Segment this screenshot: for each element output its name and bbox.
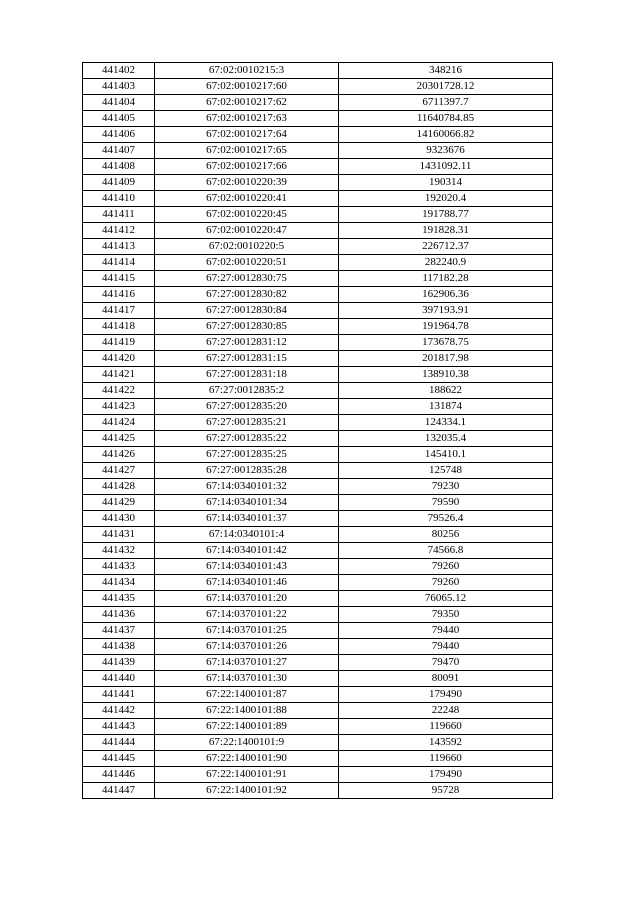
table-row — [83, 655, 553, 671]
cadastral-number-cell: 67:02:0010220:41 — [155, 191, 339, 207]
value-cell: 80256 — [339, 527, 553, 543]
value-cell: 20301728.12 — [339, 79, 553, 95]
row-number-cell: 441427 — [83, 463, 155, 479]
value-cell: 79440 — [339, 623, 553, 639]
cadastral-number-cell: 67:14:0370101:26 — [155, 639, 339, 655]
cadastral-number-cell: 67:27:0012830:82 — [155, 287, 339, 303]
cadastral-number-cell: 67:02:0010217:65 — [155, 143, 339, 159]
value-cell: 79440 — [339, 639, 553, 655]
row-number-cell: 441435 — [83, 591, 155, 607]
row-number-cell: 441430 — [83, 511, 155, 527]
table-row — [83, 335, 553, 351]
row-number-cell: 441424 — [83, 415, 155, 431]
value-cell: 14160066.82 — [339, 127, 553, 143]
cadastral-number-cell: 67:02:0010220:39 — [155, 175, 339, 191]
value-cell: 124334.1 — [339, 415, 553, 431]
table-row — [83, 783, 553, 799]
value-cell: 9323676 — [339, 143, 553, 159]
cadastral-number-cell: 67:22:1400101:87 — [155, 687, 339, 703]
row-number-cell: 441408 — [83, 159, 155, 175]
cadastral-number-cell: 67:14:0340101:43 — [155, 559, 339, 575]
row-number-cell: 441446 — [83, 767, 155, 783]
row-number-cell: 441406 — [83, 127, 155, 143]
table-row — [83, 607, 553, 623]
row-number-cell: 441433 — [83, 559, 155, 575]
row-number-cell: 441425 — [83, 431, 155, 447]
table-row — [83, 127, 553, 143]
records-table — [82, 62, 553, 799]
value-cell: 191788.77 — [339, 207, 553, 223]
value-cell: 11640784.85 — [339, 111, 553, 127]
row-number-cell: 441405 — [83, 111, 155, 127]
row-number-cell: 441445 — [83, 751, 155, 767]
value-cell: 22248 — [339, 703, 553, 719]
cadastral-number-cell: 67:27:0012831:15 — [155, 351, 339, 367]
value-cell: 6711397.7 — [339, 95, 553, 111]
row-number-cell: 441414 — [83, 255, 155, 271]
cadastral-number-cell: 67:27:0012835:25 — [155, 447, 339, 463]
value-cell: 79260 — [339, 559, 553, 575]
row-number-cell: 441429 — [83, 495, 155, 511]
value-cell: 117182.28 — [339, 271, 553, 287]
cadastral-number-cell: 67:14:0370101:30 — [155, 671, 339, 687]
value-cell: 348216 — [339, 63, 553, 79]
table-row — [83, 623, 553, 639]
value-cell: 131874 — [339, 399, 553, 415]
cadastral-number-cell: 67:02:0010217:66 — [155, 159, 339, 175]
cadastral-number-cell: 67:14:0340101:42 — [155, 543, 339, 559]
table-row — [83, 415, 553, 431]
value-cell: 179490 — [339, 687, 553, 703]
table-row — [83, 191, 553, 207]
table-row — [83, 511, 553, 527]
table-row — [83, 527, 553, 543]
cadastral-number-cell: 67:14:0340101:37 — [155, 511, 339, 527]
table-row — [83, 575, 553, 591]
row-number-cell: 441416 — [83, 287, 155, 303]
value-cell: 132035.4 — [339, 431, 553, 447]
table-row — [83, 495, 553, 511]
cadastral-number-cell: 67:27:0012830:75 — [155, 271, 339, 287]
records-table-body — [83, 63, 553, 799]
row-number-cell: 441410 — [83, 191, 155, 207]
table-row — [83, 447, 553, 463]
value-cell: 1431092.11 — [339, 159, 553, 175]
table-row — [83, 287, 553, 303]
cadastral-number-cell: 67:22:1400101:89 — [155, 719, 339, 735]
table-row — [83, 159, 553, 175]
cadastral-number-cell: 67:27:0012835:22 — [155, 431, 339, 447]
table-row — [83, 79, 553, 95]
cadastral-number-cell: 67:14:0370101:25 — [155, 623, 339, 639]
value-cell: 145410.1 — [339, 447, 553, 463]
table-row — [83, 63, 553, 79]
value-cell: 95728 — [339, 783, 553, 799]
table-row — [83, 383, 553, 399]
cadastral-number-cell: 67:27:0012835:28 — [155, 463, 339, 479]
cadastral-number-cell: 67:14:0370101:20 — [155, 591, 339, 607]
value-cell: 119660 — [339, 751, 553, 767]
row-number-cell: 441413 — [83, 239, 155, 255]
cadastral-number-cell: 67:14:0340101:32 — [155, 479, 339, 495]
table-row — [83, 271, 553, 287]
value-cell: 119660 — [339, 719, 553, 735]
table-row — [83, 303, 553, 319]
row-number-cell: 441443 — [83, 719, 155, 735]
cadastral-number-cell: 67:02:0010217:62 — [155, 95, 339, 111]
table-row — [83, 175, 553, 191]
value-cell: 79230 — [339, 479, 553, 495]
table-row — [83, 543, 553, 559]
cadastral-number-cell: 67:02:0010220:47 — [155, 223, 339, 239]
cadastral-number-cell: 67:27:0012835:20 — [155, 399, 339, 415]
row-number-cell: 441409 — [83, 175, 155, 191]
value-cell: 191828.31 — [339, 223, 553, 239]
row-number-cell: 441432 — [83, 543, 155, 559]
value-cell: 282240.9 — [339, 255, 553, 271]
row-number-cell: 441428 — [83, 479, 155, 495]
cadastral-number-cell: 67:02:0010220:5 — [155, 239, 339, 255]
row-number-cell: 441423 — [83, 399, 155, 415]
table-row — [83, 111, 553, 127]
row-number-cell: 441440 — [83, 671, 155, 687]
cadastral-number-cell: 67:27:0012835:2 — [155, 383, 339, 399]
cadastral-number-cell: 67:27:0012830:84 — [155, 303, 339, 319]
row-number-cell: 441438 — [83, 639, 155, 655]
row-number-cell: 441431 — [83, 527, 155, 543]
table-row — [83, 399, 553, 415]
cadastral-number-cell: 67:27:0012831:12 — [155, 335, 339, 351]
table-row — [83, 431, 553, 447]
table-row — [83, 207, 553, 223]
table-row — [83, 671, 553, 687]
row-number-cell: 441420 — [83, 351, 155, 367]
cadastral-number-cell: 67:27:0012830:85 — [155, 319, 339, 335]
row-number-cell: 441421 — [83, 367, 155, 383]
row-number-cell: 441442 — [83, 703, 155, 719]
value-cell: 80091 — [339, 671, 553, 687]
table-row — [83, 767, 553, 783]
cadastral-number-cell: 67:14:0340101:4 — [155, 527, 339, 543]
cadastral-number-cell: 67:02:0010215:3 — [155, 63, 339, 79]
value-cell: 162906.36 — [339, 287, 553, 303]
value-cell: 74566.8 — [339, 543, 553, 559]
cadastral-number-cell: 67:14:0370101:27 — [155, 655, 339, 671]
value-cell: 190314 — [339, 175, 553, 191]
row-number-cell: 441403 — [83, 79, 155, 95]
row-number-cell: 441402 — [83, 63, 155, 79]
table-row — [83, 479, 553, 495]
row-number-cell: 441407 — [83, 143, 155, 159]
value-cell: 79526.4 — [339, 511, 553, 527]
table-row — [83, 463, 553, 479]
cadastral-number-cell: 67:02:0010217:63 — [155, 111, 339, 127]
row-number-cell: 441434 — [83, 575, 155, 591]
row-number-cell: 441417 — [83, 303, 155, 319]
cadastral-number-cell: 67:14:0340101:46 — [155, 575, 339, 591]
table-row — [83, 703, 553, 719]
value-cell: 143592 — [339, 735, 553, 751]
row-number-cell: 441412 — [83, 223, 155, 239]
cadastral-number-cell: 67:27:0012835:21 — [155, 415, 339, 431]
row-number-cell: 441441 — [83, 687, 155, 703]
value-cell: 76065.12 — [339, 591, 553, 607]
cadastral-number-cell: 67:22:1400101:91 — [155, 767, 339, 783]
row-number-cell: 441439 — [83, 655, 155, 671]
value-cell: 138910.38 — [339, 367, 553, 383]
row-number-cell: 441418 — [83, 319, 155, 335]
table-row — [83, 223, 553, 239]
table-row — [83, 639, 553, 655]
row-number-cell: 441419 — [83, 335, 155, 351]
row-number-cell: 441436 — [83, 607, 155, 623]
table-row — [83, 367, 553, 383]
row-number-cell: 441437 — [83, 623, 155, 639]
cadastral-number-cell: 67:14:0370101:22 — [155, 607, 339, 623]
value-cell: 192020.4 — [339, 191, 553, 207]
table-row — [83, 719, 553, 735]
cadastral-number-cell: 67:02:0010217:60 — [155, 79, 339, 95]
table-row — [83, 319, 553, 335]
value-cell: 397193.91 — [339, 303, 553, 319]
table-row — [83, 239, 553, 255]
table-row — [83, 591, 553, 607]
cadastral-number-cell: 67:02:0010217:64 — [155, 127, 339, 143]
value-cell: 173678.75 — [339, 335, 553, 351]
row-number-cell: 441447 — [83, 783, 155, 799]
row-number-cell: 441422 — [83, 383, 155, 399]
cadastral-number-cell: 67:22:1400101:92 — [155, 783, 339, 799]
cadastral-number-cell: 67:22:1400101:90 — [155, 751, 339, 767]
value-cell: 79350 — [339, 607, 553, 623]
value-cell: 125748 — [339, 463, 553, 479]
value-cell: 79260 — [339, 575, 553, 591]
cadastral-number-cell: 67:22:1400101:9 — [155, 735, 339, 751]
cadastral-number-cell: 67:27:0012831:18 — [155, 367, 339, 383]
table-row — [83, 143, 553, 159]
table-row — [83, 687, 553, 703]
row-number-cell: 441426 — [83, 447, 155, 463]
cadastral-number-cell: 67:02:0010220:45 — [155, 207, 339, 223]
value-cell: 191964.78 — [339, 319, 553, 335]
row-number-cell: 441404 — [83, 95, 155, 111]
table-row — [83, 351, 553, 367]
row-number-cell: 441415 — [83, 271, 155, 287]
table-row — [83, 559, 553, 575]
table-row — [83, 751, 553, 767]
cadastral-number-cell: 67:14:0340101:34 — [155, 495, 339, 511]
value-cell: 188622 — [339, 383, 553, 399]
value-cell: 79470 — [339, 655, 553, 671]
value-cell: 179490 — [339, 767, 553, 783]
value-cell: 201817.98 — [339, 351, 553, 367]
table-row — [83, 735, 553, 751]
value-cell: 79590 — [339, 495, 553, 511]
cadastral-number-cell: 67:22:1400101:88 — [155, 703, 339, 719]
cadastral-number-cell: 67:02:0010220:51 — [155, 255, 339, 271]
table-row — [83, 95, 553, 111]
row-number-cell: 441411 — [83, 207, 155, 223]
row-number-cell: 441444 — [83, 735, 155, 751]
value-cell: 226712.37 — [339, 239, 553, 255]
table-row — [83, 255, 553, 271]
